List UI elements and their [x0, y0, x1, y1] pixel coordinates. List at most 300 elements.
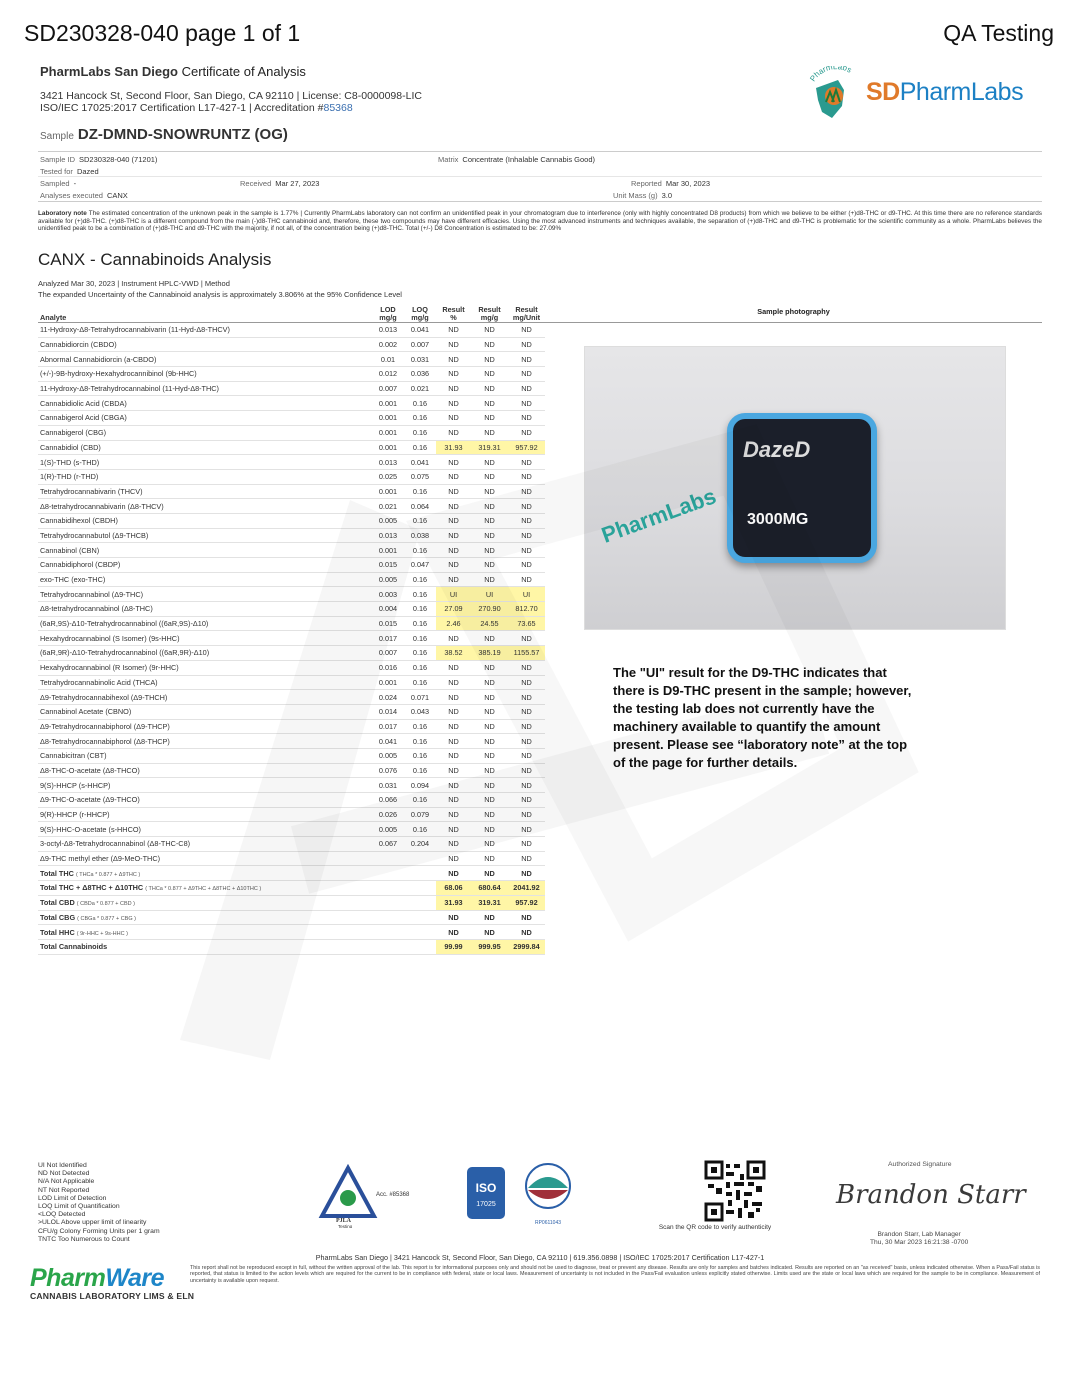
cell-loq: 0.204	[404, 837, 436, 852]
cell-total-pct: ND	[436, 866, 471, 881]
cell-result-mgg: ND	[471, 513, 508, 528]
cell-lod	[372, 895, 404, 910]
qr-caption: Scan the QR code to verify authenticity	[658, 1224, 772, 1231]
cell-lod: 0.012	[372, 367, 404, 382]
cell-lod: 0.013	[372, 455, 404, 470]
cell-lod	[372, 851, 404, 866]
cell-lod: 0.066	[372, 793, 404, 808]
cell-result-mgu: ND	[508, 734, 545, 749]
pct-unit: %	[450, 313, 457, 322]
lab-heading	[40, 64, 306, 79]
cell-analyte: Cannabicitran (CBT)	[38, 748, 372, 763]
total-row	[38, 881, 545, 896]
cell-analyte: Cannabidiolic Acid (CBDA)	[38, 396, 372, 411]
cell-result-pct: ND	[436, 763, 471, 778]
divider	[38, 151, 1042, 152]
total-row	[38, 866, 545, 881]
cell-result-pct: 38.52	[436, 646, 471, 661]
cell-result-pct: ND	[436, 778, 471, 793]
cell-analyte: Hexahydrocannabinol (R Isomer) (9r-HHC)	[38, 660, 372, 675]
cell-loq: 0.16	[404, 631, 436, 646]
coa-label: Certificate of Analysis	[181, 64, 306, 79]
cell-result-pct: ND	[436, 337, 471, 352]
col-lod	[372, 302, 404, 323]
total-row	[38, 939, 545, 954]
cell-lod: 0.005	[372, 513, 404, 528]
table-row	[38, 690, 545, 705]
cell-loq: 0.16	[404, 513, 436, 528]
cell-analyte: Cannabigerol (CBG)	[38, 425, 372, 440]
sample-id-label: Sample ID	[40, 155, 76, 164]
cell-result-pct: ND	[436, 748, 471, 763]
matrix-label: Matrix	[438, 155, 459, 164]
cell-result-mgu: ND	[508, 396, 545, 411]
legend-item: LOQ Limit of Quantification	[38, 1203, 120, 1211]
cell-result-pct: ND	[436, 455, 471, 470]
cell-result-mgu: ND	[508, 837, 545, 852]
sample-id-field	[40, 155, 157, 164]
cell-result-mgu: ND	[508, 455, 545, 470]
cell-result-pct: ND	[436, 396, 471, 411]
iso-label: ISO	[475, 1181, 497, 1195]
cell-result-mgu: ND	[508, 543, 545, 558]
cell-result-mgg: ND	[471, 675, 508, 690]
table-row	[38, 602, 545, 617]
cell-result-mgu: ND	[508, 631, 545, 646]
cell-loq: 0.16	[404, 587, 436, 602]
table-row	[38, 558, 545, 573]
legend-item: N/A Not Applicable	[38, 1178, 95, 1186]
table-row	[38, 822, 545, 837]
cell-analyte: Δ8-THC-O-acetate (Δ8-THCO)	[38, 763, 372, 778]
table-row	[38, 748, 545, 763]
cell-loq: 0.071	[404, 690, 436, 705]
cell-result-mgu: ND	[508, 469, 545, 484]
cell-lod: 0.004	[372, 602, 404, 617]
table-row	[38, 660, 545, 675]
sample-heading	[40, 126, 288, 143]
sample-label: Sample	[40, 131, 74, 142]
cell-analyte: Δ9-THC-O-acetate (Δ9-THCO)	[38, 793, 372, 808]
cell-result-mgg: 270.90	[471, 602, 508, 617]
cell-loq: 0.16	[404, 543, 436, 558]
qa-testing-label: QA Testing	[943, 20, 1054, 46]
cell-result-mgg: ND	[471, 352, 508, 367]
cell-analyte: Cannabinol Acetate (CBNO)	[38, 704, 372, 719]
col-loq	[404, 302, 436, 323]
cell-result-mgu: 957.92	[508, 440, 545, 455]
total-name: Total THC + Δ8THC + Δ10THC	[40, 883, 144, 893]
sampled-label: Sampled	[40, 179, 70, 188]
cell-loq: 0.16	[404, 411, 436, 426]
cell-result-mgu: ND	[508, 513, 545, 528]
analyses-value: CANX	[106, 191, 128, 200]
table-row	[38, 513, 545, 528]
cell-result-mgg: ND	[471, 778, 508, 793]
cell-result-mgg: UI	[471, 587, 508, 602]
cell-result-pct: ND	[436, 793, 471, 808]
signer-block	[870, 1231, 968, 1247]
cell-lod: 0.001	[372, 440, 404, 455]
tin-brand: DazeD	[743, 437, 811, 462]
cell-lod: 0.041	[372, 734, 404, 749]
cell-total-mgg: ND	[471, 925, 508, 940]
cell-result-mgu: ND	[508, 411, 545, 426]
cell-result-mgu: ND	[508, 484, 545, 499]
col-result-pct	[436, 302, 471, 323]
cell-analyte: (+/-)-9B-hydroxy-Hexahydrocannibinol (9b-HHC)	[38, 367, 372, 382]
cell-result-pct: ND	[436, 543, 471, 558]
cell-loq: 0.16	[404, 396, 436, 411]
tested-for-label: Tested for	[40, 167, 73, 176]
cell-result-mgg: 385.19	[471, 646, 508, 661]
cell-loq: 0.16	[404, 646, 436, 661]
cell-lod: 0.001	[372, 675, 404, 690]
cell-result-mgg: ND	[471, 660, 508, 675]
cell-result-mgg: ND	[471, 851, 508, 866]
cell-result-pct: ND	[436, 572, 471, 587]
table-row	[38, 352, 545, 367]
cell-loq	[404, 895, 436, 910]
cell-analyte: Δ9-Tetrahydrocannabiphorol (Δ9-THCP)	[38, 719, 372, 734]
cell-lod	[372, 925, 404, 940]
cell-analyte: 1(R)-THD (r-THD)	[38, 469, 372, 484]
cell-loq	[404, 881, 436, 896]
cell-analyte: 11-Hydroxy-Δ8-Tetrahydrocannabivarin (11-Hyd-Δ8-THCV)	[38, 323, 372, 338]
cell-total-mgu: 2999.84	[508, 939, 545, 954]
cell-total-mgg: 680.64	[471, 881, 508, 896]
cell-result-mgu: ND	[508, 851, 545, 866]
cell-result-mgg: ND	[471, 323, 508, 338]
svg-text:PharmLabs	[808, 66, 853, 83]
cell-lod: 0.015	[372, 558, 404, 573]
footer-address: PharmLabs San Diego | 3421 Hancock St, Second Floor, San Diego, CA 92110 | 619.356.0898 | ISO/IEC 17025:2017 Certification L17-427-1	[315, 1253, 765, 1262]
reported-field	[631, 179, 710, 188]
cell-result-mgu: ND	[508, 367, 545, 382]
cell-lod: 0.017	[372, 719, 404, 734]
cell-total-mgu: ND	[508, 866, 545, 881]
cell-lod: 0.001	[372, 484, 404, 499]
analyzed-line: Analyzed Mar 30, 2023 | Instrument HPLC-VWD | Method	[38, 279, 230, 288]
cell-result-pct: ND	[436, 675, 471, 690]
cell-lod	[372, 881, 404, 896]
cell-lod: 0.026	[372, 807, 404, 822]
cell-result-mgg: ND	[471, 763, 508, 778]
cell-analyte: Tetrahydrocannabutol (Δ9-THCB)	[38, 528, 372, 543]
table-row	[38, 837, 545, 852]
cell-result-mgu: UI	[508, 587, 545, 602]
logo-arc-text: PharmLabs	[808, 66, 854, 84]
cell-total-mgg: ND	[471, 910, 508, 925]
cell-result-pct: ND	[436, 425, 471, 440]
table-row	[38, 381, 545, 396]
legend-item: LOD Limit of Detection	[38, 1194, 107, 1202]
cell-result-pct: 27.09	[436, 602, 471, 617]
cell-result-pct: UI	[436, 587, 471, 602]
cell-result-pct: ND	[436, 631, 471, 646]
cell-lod: 0.024	[372, 690, 404, 705]
lab-name: PharmLabs San Diego	[40, 64, 178, 79]
received-field	[240, 179, 319, 188]
cell-result-mgu: 812.70	[508, 602, 545, 617]
cell-result-mgu: ND	[508, 778, 545, 793]
cell-result-mgg: ND	[471, 367, 508, 382]
logo-sd: SD	[866, 78, 900, 106]
total-formula: ( CBGa * 0.877 + CBG )	[77, 915, 137, 922]
table-row	[38, 572, 545, 587]
cell-result-mgg: ND	[471, 528, 508, 543]
matrix-field	[438, 155, 595, 164]
cell-loq: 0.16	[404, 719, 436, 734]
cell-result-mgu: ND	[508, 381, 545, 396]
matrix-value: Concentrate (Inhalable Cannabis Good)	[462, 155, 596, 164]
accreditation-link[interactable]: 85368	[323, 102, 353, 114]
reported-value: Mar 30, 2023	[665, 179, 711, 188]
cell-result-mgu: ND	[508, 748, 545, 763]
state-seal-logo	[520, 1160, 576, 1230]
cell-result-pct: ND	[436, 323, 471, 338]
table-row	[38, 793, 545, 808]
cell-lod: 0.013	[372, 323, 404, 338]
cell-result-mgu: ND	[508, 572, 545, 587]
divider	[38, 176, 1042, 177]
table-row	[38, 455, 545, 470]
cell-result-mgu: ND	[508, 675, 545, 690]
cell-result-mgg: ND	[471, 822, 508, 837]
cell-result-mgu: ND	[508, 323, 545, 338]
laboratory-note	[38, 210, 1042, 233]
cell-result-pct: ND	[436, 411, 471, 426]
cell-lod: 0.002	[372, 337, 404, 352]
legend-item: NT Not Reported	[38, 1186, 90, 1194]
photo-watermark-logo: PharmLabs	[598, 483, 720, 548]
cell-result-mgu: ND	[508, 807, 545, 822]
table-row	[38, 704, 545, 719]
unit-mass-value: 3.0	[661, 191, 673, 200]
cell-result-pct: ND	[436, 690, 471, 705]
cell-result-pct: ND	[436, 837, 471, 852]
signer-name: Brandon Starr, Lab Manager	[877, 1231, 961, 1238]
sampled-field	[40, 179, 76, 188]
cell-total-pct: 68.06	[436, 881, 471, 896]
legend-item: CFU/g Colony Forming Units per 1 gram	[38, 1227, 160, 1235]
sample-photography-header: Sample photography	[545, 302, 1042, 323]
cell-loq: 0.079	[404, 807, 436, 822]
lab-note-label: Laboratory note	[38, 210, 87, 217]
uncertainty-line: The expanded Uncertainty of the Cannabinoid analysis is approximately 3.806% at the 95% Confidence Level	[38, 290, 402, 299]
pjla-name: PJLA	[336, 1218, 351, 1224]
cell-total-mgu: ND	[508, 925, 545, 940]
cell-lod: 0.005	[372, 572, 404, 587]
sdpharmlabs-logo	[808, 66, 1038, 128]
cell-loq: 0.16	[404, 572, 436, 587]
cell-result-pct: ND	[436, 528, 471, 543]
cell-analyte: Cannabinol (CBN)	[38, 543, 372, 558]
cell-analyte: Cannabidiorcin (CBDO)	[38, 337, 372, 352]
cell-result-mgu: ND	[508, 660, 545, 675]
total-formula: ( CBDa * 0.877 + CBD )	[76, 901, 135, 908]
total-name: Total CBG	[40, 912, 76, 922]
cell-analyte: Tetrahydrocannabinolic Acid (THCA)	[38, 675, 372, 690]
cell-lod: 0.005	[372, 822, 404, 837]
cell-result-mgg: ND	[471, 719, 508, 734]
pharmware-a: Pharm	[30, 1264, 106, 1292]
table-row	[38, 499, 545, 514]
cell-loq: 0.047	[404, 558, 436, 573]
pjla-sub: Testing	[338, 1224, 353, 1228]
table-row	[38, 587, 545, 602]
table-row	[38, 367, 545, 382]
table-header-row	[38, 302, 545, 323]
table-row	[38, 763, 545, 778]
cell-result-mgg: ND	[471, 499, 508, 514]
legend-item: TNTC Too Numerous to Count	[38, 1235, 130, 1243]
cell-lod: 0.031	[372, 778, 404, 793]
cell-analyte: Δ9-THC methyl ether (Δ9-MeO-THC)	[38, 851, 372, 866]
mgg-title: Result	[478, 305, 501, 314]
cell-result-mgg: ND	[471, 558, 508, 573]
cell-lod: 0.01	[372, 352, 404, 367]
cell-result-pct: ND	[436, 367, 471, 382]
cell-analyte: (6aR,9S)-Δ10-Tetrahydrocannabinol ((6aR,9S)-Δ10)	[38, 616, 372, 631]
unit-mass-label: Unit Mass (g)	[613, 191, 658, 200]
cannabinoid-results-table	[38, 302, 545, 955]
cell-result-mgg: ND	[471, 734, 508, 749]
cell-loq: 0.031	[404, 352, 436, 367]
cell-result-mgu: ND	[508, 352, 545, 367]
cell-analyte: 3-octyl-Δ8-Tetrahydrocannabinol (Δ8-THC-C8)	[38, 837, 372, 852]
cell-lod: 0.001	[372, 425, 404, 440]
cell-loq: 0.16	[404, 763, 436, 778]
cell-lod: 0.007	[372, 646, 404, 661]
verification-qr-code[interactable]	[704, 1160, 766, 1222]
table-row	[38, 469, 545, 484]
cell-result-mgu: ND	[508, 690, 545, 705]
table-row	[38, 851, 545, 866]
cell-analyte: Tetrahydrocannabivarin (THCV)	[38, 484, 372, 499]
cell-total-mgu: ND	[508, 910, 545, 925]
cell-total-pct: ND	[436, 910, 471, 925]
total-name: Total HHC	[40, 927, 75, 937]
cell-loq: 0.16	[404, 425, 436, 440]
total-row	[38, 925, 545, 940]
pharmware-tagline: CANNABIS LABORATORY LIMS & ELN	[30, 1291, 195, 1301]
legend-item: UI Not Identified	[38, 1162, 87, 1169]
table-row	[38, 543, 545, 558]
cell-lod: 0.067	[372, 837, 404, 852]
signature-date: Thu, 30 Mar 2023 16:21:38 -0700	[870, 1239, 969, 1246]
cell-result-mgg: 319.31	[471, 440, 508, 455]
table-body	[38, 323, 545, 955]
cell-analyte: exo-THC (exo-THC)	[38, 572, 372, 587]
cell-result-pct: 31.93	[436, 440, 471, 455]
cell-lod: 0.017	[372, 631, 404, 646]
cell-lod: 0.001	[372, 396, 404, 411]
legend-item: <LOQ Detected	[38, 1211, 86, 1219]
cell-result-pct: ND	[436, 851, 471, 866]
cell-result-mgg: ND	[471, 631, 508, 646]
cell-result-mgu: ND	[508, 558, 545, 573]
legend-item: ND Not Detected	[38, 1170, 90, 1178]
cell-result-pct: ND	[436, 719, 471, 734]
unit-mass-field	[613, 191, 672, 200]
table-row	[38, 807, 545, 822]
iso-17025-badge	[466, 1166, 506, 1220]
total-name: Total CBD	[40, 898, 75, 908]
sample-id-value: SD230328-040 (71201)	[79, 155, 158, 164]
cell-total-pct: 99.99	[436, 939, 471, 954]
cell-result-mgu: ND	[508, 528, 545, 543]
cell-result-mgg: ND	[471, 837, 508, 852]
cell-lod	[372, 866, 404, 881]
table-row	[38, 337, 545, 352]
cell-lod: 0.005	[372, 748, 404, 763]
cell-total-pct: 31.93	[436, 895, 471, 910]
received-value: Mar 27, 2023	[275, 179, 320, 188]
cell-lod: 0.003	[372, 587, 404, 602]
table-row	[38, 631, 545, 646]
cell-loq: 0.064	[404, 499, 436, 514]
cell-loq	[404, 939, 436, 954]
cell-analyte: Cannabigerol Acid (CBGA)	[38, 411, 372, 426]
cell-analyte: Δ8-tetrahydrocannabivarin (Δ8-THCV)	[38, 499, 372, 514]
pharmware-logo	[30, 1264, 194, 1301]
section-title: CANX - Cannabinoids Analysis	[38, 250, 272, 269]
table-row	[38, 646, 545, 661]
tin-mg: 3000MG	[747, 511, 809, 528]
cell-total-name	[38, 866, 372, 881]
cell-result-pct: ND	[436, 822, 471, 837]
total-row	[38, 910, 545, 925]
cell-result-pct: ND	[436, 352, 471, 367]
cell-result-pct: ND	[436, 484, 471, 499]
loq-title: LOQ	[412, 305, 428, 314]
cell-analyte: Tetrahydrocannabinol (Δ9-THC)	[38, 587, 372, 602]
cell-result-mgu: ND	[508, 763, 545, 778]
cell-total-mgg: 319.31	[471, 895, 508, 910]
product-tin	[727, 413, 877, 563]
cell-result-pct: ND	[436, 704, 471, 719]
cell-loq: 0.043	[404, 704, 436, 719]
col-result-mgg	[471, 302, 508, 323]
cell-loq	[404, 866, 436, 881]
cell-loq: 0.16	[404, 616, 436, 631]
cell-loq: 0.16	[404, 484, 436, 499]
cell-total-mgg: ND	[471, 866, 508, 881]
table-row	[38, 484, 545, 499]
total-formula: ( 9r-HHC + 9s-HHC )	[76, 930, 128, 937]
cell-analyte: Δ8-tetrahydrocannabinol (Δ8-THC)	[38, 602, 372, 617]
lab-address: 3421 Hancock St, Second Floor, San Diego, CA 92110 | License: C8-0000098-LIC	[40, 90, 422, 102]
cell-result-mgg: ND	[471, 704, 508, 719]
cell-lod: 0.001	[372, 411, 404, 426]
cell-total-name	[38, 925, 372, 940]
cell-result-mgu: ND	[508, 793, 545, 808]
table-row	[38, 528, 545, 543]
cell-analyte: 9(S)-HHCP (s-HHCP)	[38, 778, 372, 793]
cell-loq: 0.094	[404, 778, 436, 793]
mgu-title: Result	[515, 305, 538, 314]
iso-number: 17025	[476, 1201, 496, 1208]
cell-loq: 0.036	[404, 367, 436, 382]
logo-wordmark	[866, 78, 1023, 107]
total-name: Total Cannabinoids	[40, 942, 108, 952]
sampled-value: -	[73, 179, 77, 188]
cell-result-mgu: ND	[508, 822, 545, 837]
cell-result-mgu: ND	[508, 499, 545, 514]
cell-analyte: Cannabidihexol (CBDH)	[38, 513, 372, 528]
table-row	[38, 440, 545, 455]
